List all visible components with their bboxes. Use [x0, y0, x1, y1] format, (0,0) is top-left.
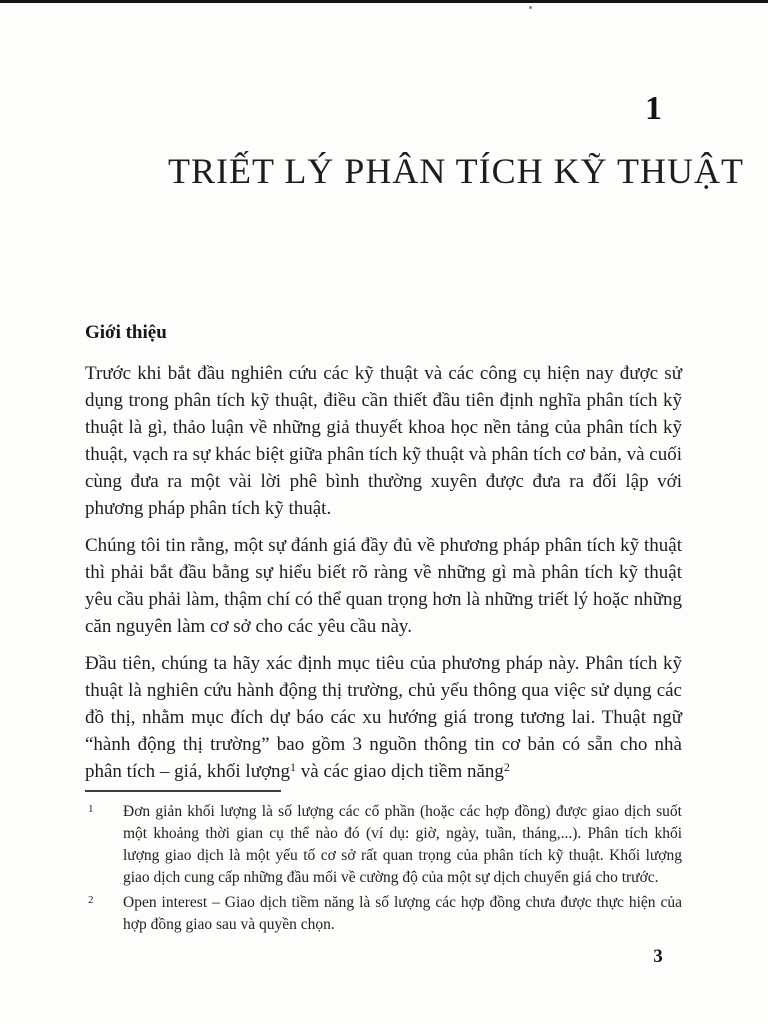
footnote-2-marker: 2: [88, 894, 94, 906]
footnote-2: [85, 892, 682, 936]
footnote-separator-rule: [85, 790, 281, 792]
footnote-section: [85, 790, 682, 939]
footnote-ref-2: 2: [503, 760, 510, 774]
paragraph-1: Trước khi bắt đầu nghiên cứu các kỹ thuật và các công cụ hiện nay được sử dụng trong phân tích kỹ thuật, điều cần thiết đầu tiên định nghĩa phân tích kỹ thuật là gì, thảo luận về những giả thuyết khoa học nền tảng của phân tích kỹ thuật, vạch ra sự khác biệt giữa phân tích kỹ thuật và phân tích cơ bản, và cuối cùng đưa ra một vài lời phê bình thường xuyên được đưa ra đối lập với phương pháp phân tích kỹ thuật.: [85, 363, 682, 519]
footnote-1: [85, 801, 682, 889]
footnote-1-marker: 1: [88, 803, 94, 815]
section-heading: Giới thiệu: [85, 322, 167, 343]
paragraph-3: [85, 650, 682, 785]
footnote-1-text: Đơn giản khối lượng là số lượng các cổ phần (hoặc các hợp đồng) được giao dịch suốt một khoảng thời gian cụ thể nào đó (ví dụ: giờ, ngày, tuần, tháng,...). Phân tích khối lượng giao dịch là một yếu tố cơ sở rất quan trọng của phân tích kỹ thuật. Khối lượng giao dịch cung cấp những đầu mối về cường độ của một sự dịch chuyển giá cho trước.: [123, 803, 682, 886]
paragraph-2: Chúng tôi tin rằng, một sự đánh giá đầy đủ về phương pháp phân tích kỹ thuật thì phải bắt đầu bằng sự hiểu biết rõ ràng về những gì mà phân tích kỹ thuật yêu cầu phải làm, thậm chí có thể quan trọng hơn là những triết lý hoặc những căn nguyên làm cơ sở cho các yêu cầu này.: [85, 535, 682, 637]
scan-top-edge-artifact: [0, 0, 768, 3]
footnote-2-text: Open interest – Giao dịch tiềm năng là số lượng các hợp đồng chưa được thực hiện của hợp đồng giao sau và quyền chọn.: [123, 894, 682, 933]
chapter-title: TRIẾT LÝ PHÂN TÍCH KỸ THUẬT: [168, 151, 744, 191]
footnote-ref-1: 1: [290, 760, 297, 774]
scan-dust-speck: [529, 6, 532, 9]
paragraph-3-text: Đầu tiên, chúng ta hãy xác định mục tiêu của phương pháp này. Phân tích kỹ thuật là nghiên cứu hành động thị trường, chủ yếu thông qua việc sử dụng các đồ thị, nhằm mục đích dự báo các xu hướng giá trong tương lai. Thuật ngữ “hành động thị trường” bao gồm 3 nguồn thông tin cơ bản có sẵn cho nhà phân tích – giá, khối lượng: [85, 653, 682, 782]
body-text-column: [85, 322, 682, 795]
chapter-number: 1: [645, 90, 663, 127]
page-number: 3: [653, 946, 663, 967]
paragraph-3-text-continued: và các giao dịch tiềm năng: [296, 761, 504, 782]
